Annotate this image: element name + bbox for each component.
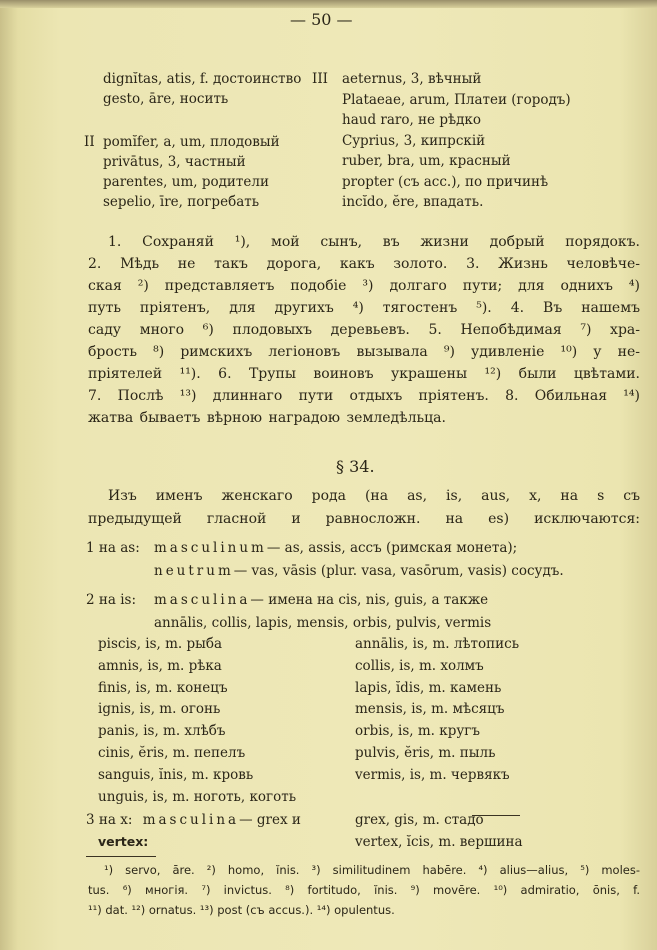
exercise-line: пріятелей ¹¹). 6. Трупы воиновъ украшены ¹²) были цвѣтами. bbox=[88, 366, 640, 382]
word-entry: mensis, is, m. мѣсяцъ bbox=[355, 701, 505, 718]
exercise-line: 2. Мѣдь не такъ дорога, какъ золото. 3. Жизнь человѣче- bbox=[88, 256, 640, 272]
exercise-line: брость ⁸) римскихъ легіоновъ вызывала ⁹) удивленіе ¹⁰) у не- bbox=[88, 344, 640, 360]
word-entry: unguis, is, m. ноготь, коготь bbox=[98, 788, 297, 805]
word-entry: panis, is, m. хлѣбъ bbox=[98, 723, 226, 740]
vocab-entry: Plataeae, arum, Платеи (городъ) bbox=[342, 91, 571, 108]
rule-3 bbox=[86, 811, 301, 829]
vocab-entry: privātus, 3, частный bbox=[103, 154, 246, 170]
page-top-edge bbox=[0, 0, 657, 8]
word-entry: ignis, is, m. огонь bbox=[98, 701, 221, 718]
vocab-entry: Cyprius, 3, кипрскій bbox=[342, 132, 486, 149]
exercise-line: ская ²) представляетъ подобіе ³) долгаго пути; для однихъ ⁴) bbox=[88, 278, 640, 294]
vocab-entry: aeternus, 3, вѣчный bbox=[342, 71, 482, 87]
rule-line bbox=[86, 614, 491, 632]
rule-line bbox=[86, 562, 564, 580]
exercise-line: 7. Послѣ ¹³) длиннаго пути отдыхъ пріятенъ. 8. Обильная ¹⁴) bbox=[88, 388, 640, 404]
word-entry: annālis, is, m. лѣтопись bbox=[355, 636, 520, 652]
rule-gender: masculinum bbox=[154, 540, 267, 556]
vocab-entry: propter (съ acc.), по причинѣ bbox=[342, 173, 549, 190]
word-entry: amnis, is, m. рѣка bbox=[98, 657, 222, 674]
word-entry: vermis, is, m. червякъ bbox=[355, 766, 510, 783]
word-entry: grex, gis, m. стадо bbox=[355, 812, 484, 828]
rule-gender: neutrum bbox=[154, 563, 234, 579]
word-entry: lapis, ĭdis, m. камень bbox=[355, 679, 502, 696]
vocab-entry: haud raro, не рѣдко bbox=[342, 112, 481, 128]
word-entry: piscis, is, m. рыба bbox=[98, 636, 223, 652]
section-title: § 34. bbox=[336, 457, 375, 476]
vocab-entry: dignĭtas, atis, f. достоинство bbox=[103, 71, 302, 87]
exercise-line: 1. Сохраняй ¹), мой сынъ, въ жизни добрый порядокъ. bbox=[108, 234, 640, 250]
section-intro-line: Изъ именъ женскаго рода (на as, is, aus, x, на s съ bbox=[108, 488, 640, 504]
rule-text: — имена на cis, nis, guis, а также bbox=[250, 592, 489, 608]
exercise-line: саду много ⁶) плодовыхъ деревьевъ. 5. Непобѣдимая ⁷) хра- bbox=[88, 322, 640, 338]
word-entry: orbis, is, m. кругъ bbox=[355, 723, 480, 740]
roman-numeral: III bbox=[312, 71, 328, 87]
page-number: — 50 — bbox=[290, 10, 353, 29]
vocab-entry: pomĭfer, a, um, плодовый bbox=[103, 134, 280, 150]
footnote-line: ¹¹) dat. ¹²) ornatus. ¹³) post (съ accus.). ¹⁴) opulentus. bbox=[88, 903, 395, 917]
exercise-line: жатва бываетъ вѣрною наградою земледѣльца. bbox=[88, 410, 446, 426]
rule-label: 3 на x: bbox=[86, 812, 133, 828]
rule-gender: masculina bbox=[154, 592, 251, 608]
rule-gender: masculina bbox=[142, 812, 240, 828]
vocab-entry: ruber, bra, um, красный bbox=[342, 153, 511, 169]
roman-numeral: II bbox=[84, 134, 95, 150]
exercise-line: путь пріятенъ, для другихъ ⁴) тягостенъ ⁵). 4. Въ нашемъ bbox=[88, 300, 640, 316]
section-intro-line: предыдущей гласной и равносложн. на es) исключаются: bbox=[88, 511, 640, 527]
rule-label: 1 на as: bbox=[86, 540, 140, 556]
rule-text: annālis, collis, lapis, mensis, orbis, pulvis, vermis bbox=[154, 615, 492, 631]
rule-line bbox=[86, 591, 488, 609]
word-entry: cinis, ĕris, m. пепелъ bbox=[98, 745, 246, 761]
word-entry: pulvis, ĕris, m. пыль bbox=[355, 745, 496, 761]
word-entry: sanguis, ĭnis, m. кровь bbox=[98, 766, 254, 783]
rule-3-continuation: vertex: bbox=[98, 834, 149, 849]
word-entry: collis, is, m. холмъ bbox=[355, 657, 484, 674]
rule-text: — vas, vāsis (plur. vasa, vasōrum, vasis) сосудъ. bbox=[233, 563, 564, 579]
footnote-line: ¹) servo, āre. ²) homo, ĭnis. ³) similitudinem habēre. ⁴) alius—alius, ⁵) moles- bbox=[104, 863, 640, 877]
vocab-entry: sepelio, īre, погребать bbox=[103, 194, 260, 210]
footnote-line: tus. ⁶) многія. ⁷) invictus. ⁸) fortitudo, ĭnis. ⁹) movēre. ¹⁰) admiratio, ōnis, f. bbox=[88, 883, 640, 897]
rule-label: 2 на is: bbox=[86, 592, 137, 608]
rule-line bbox=[86, 539, 517, 557]
rule-text: — grex и bbox=[239, 812, 301, 828]
footnote-rule bbox=[86, 856, 156, 857]
vocab-entry: parentes, um, родители bbox=[103, 174, 269, 190]
vocab-entry: incĭdo, ĕre, впадать. bbox=[342, 194, 484, 210]
word-entry: finis, is, m. конецъ bbox=[98, 679, 228, 696]
word-entry: vertex, ĭcis, m. вершина bbox=[355, 834, 523, 850]
rule-text: — as, assis, ассъ (римская монета); bbox=[266, 540, 518, 556]
vocab-entry: gesto, āre, носить bbox=[103, 91, 229, 107]
